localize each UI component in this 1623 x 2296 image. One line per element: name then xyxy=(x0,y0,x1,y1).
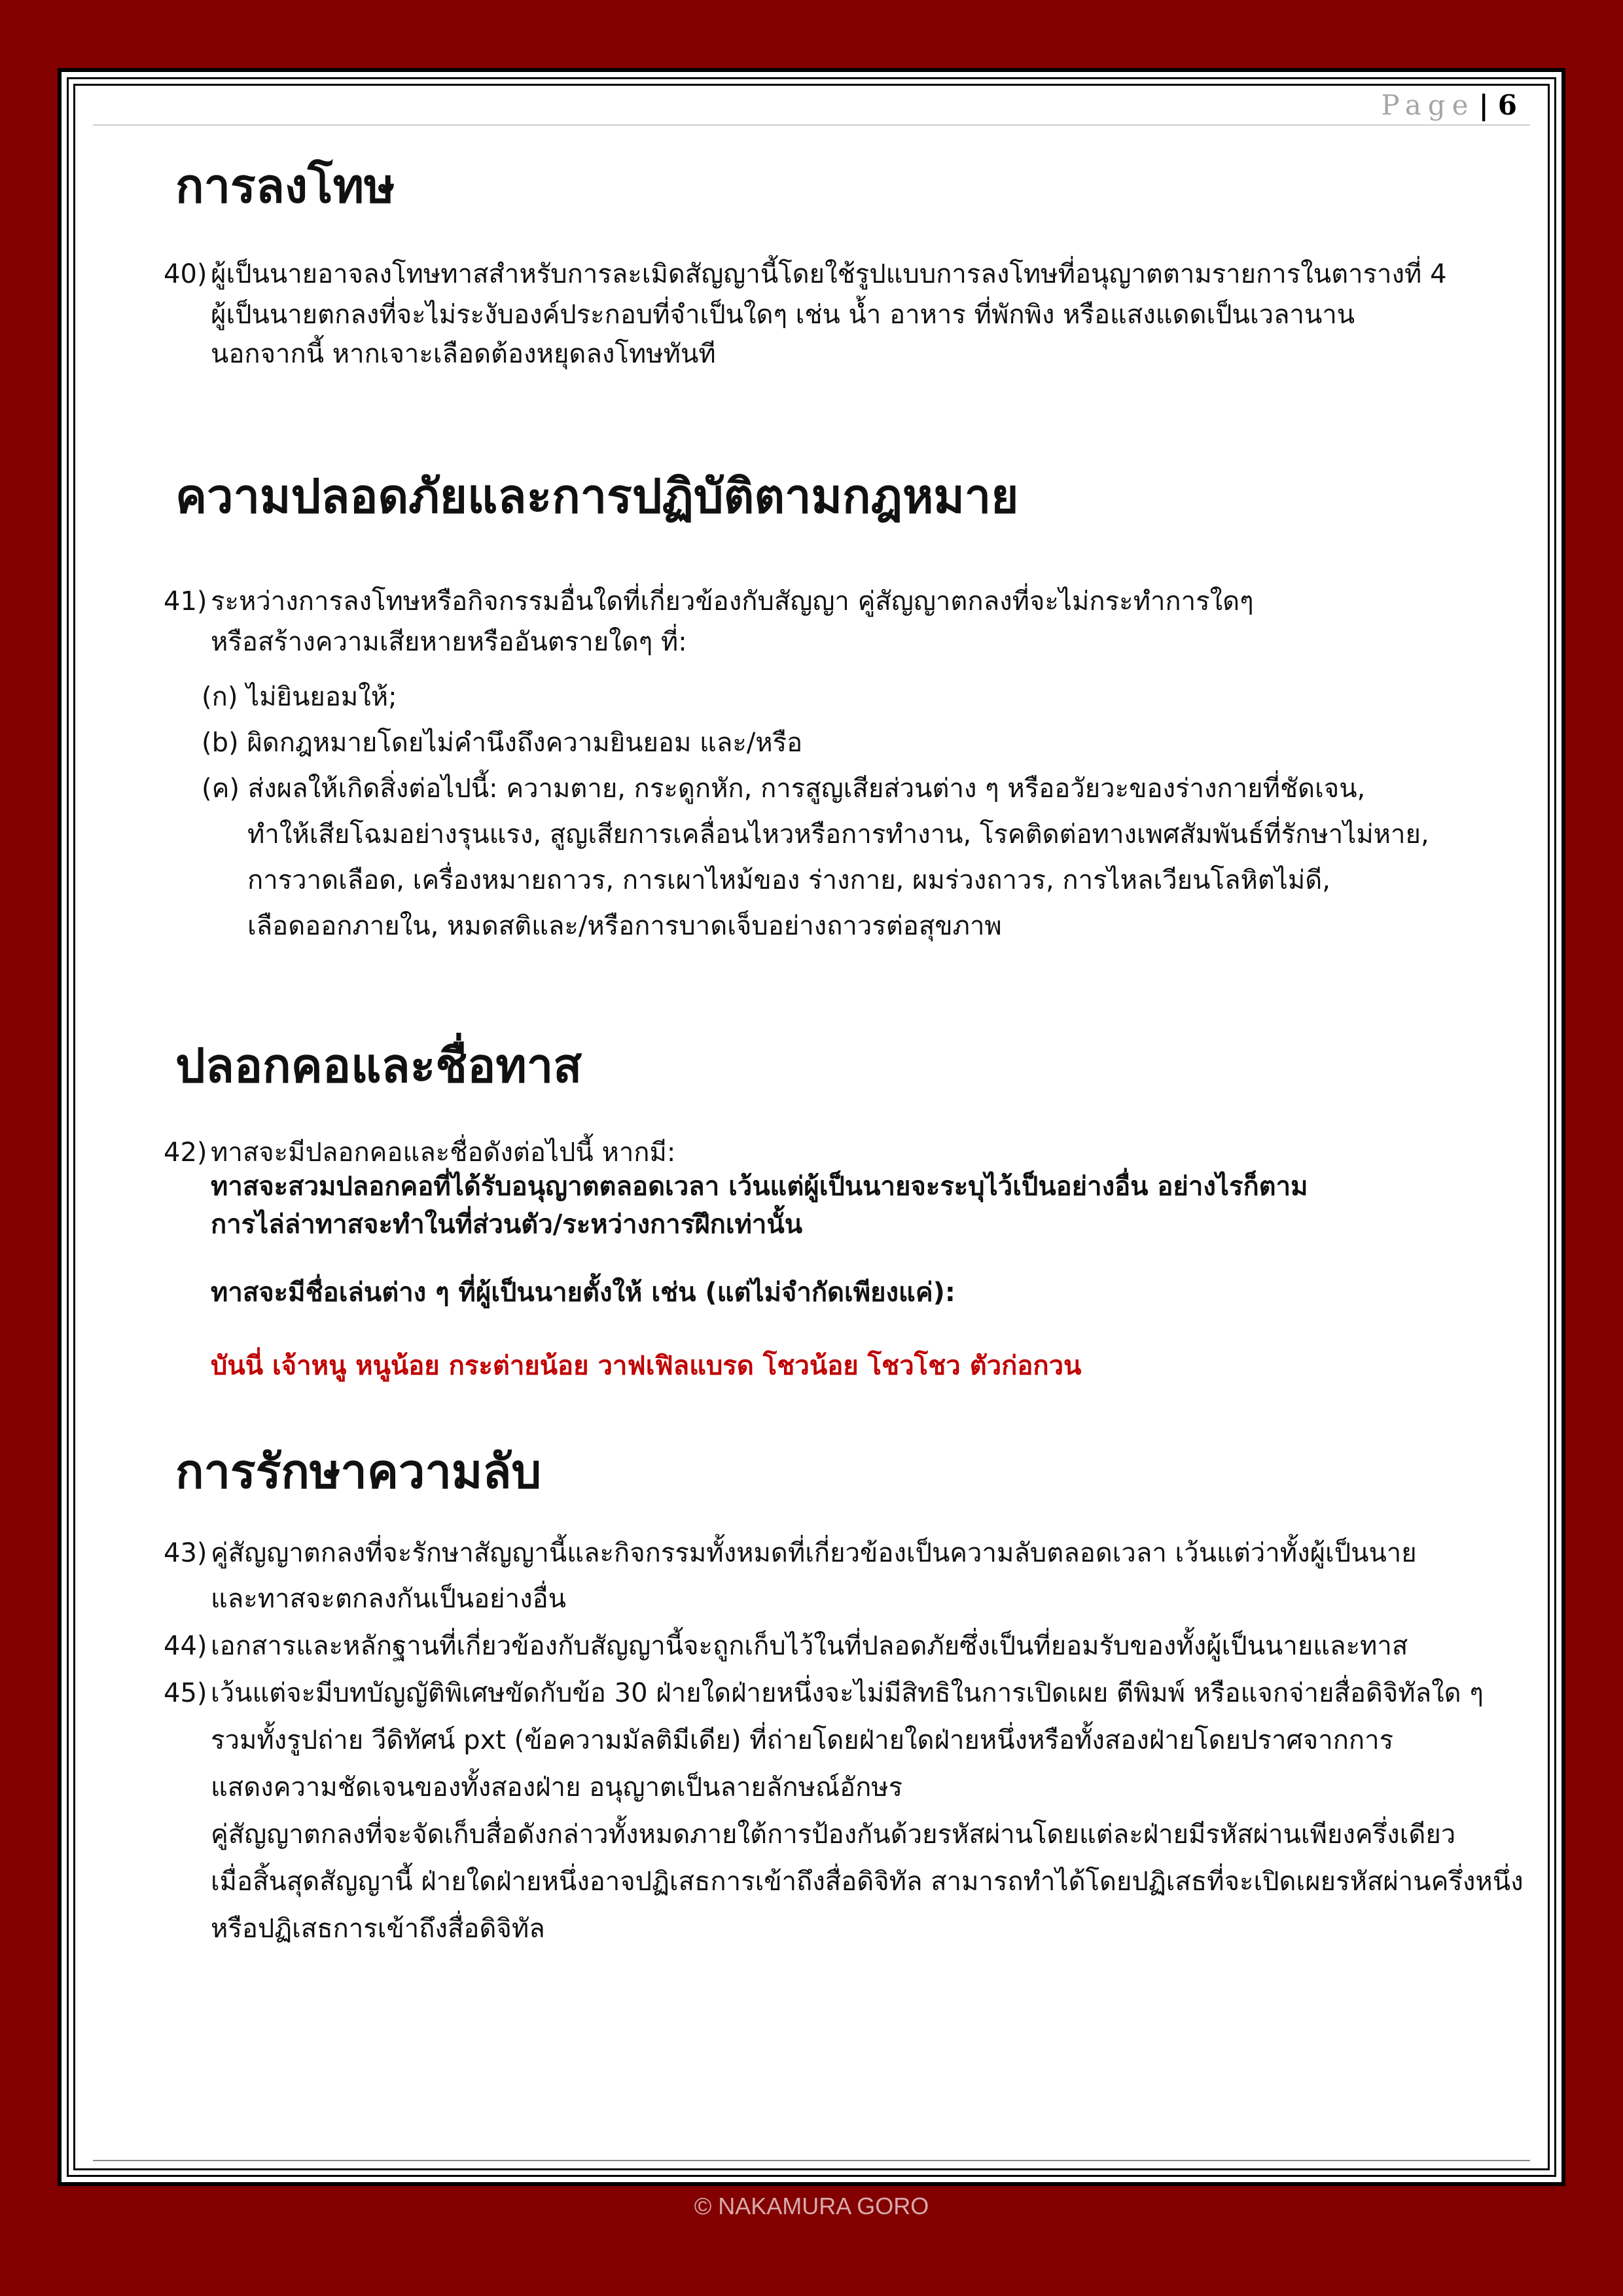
clause-41-line-2: หรือสร้างความเสียหายหรืออันตรายใดๆ ที่: xyxy=(211,627,687,657)
section-title-safety: ความปลอดภัยและการปฏิบัติตามกฎหมาย xyxy=(175,469,1019,524)
clause-45-line-1: เว้นแต่จะมีบทบัญญัติพิเศษขัดกับข้อ 30 ฝ่ายใดฝ่ายหนึ่งจะไม่มีสิทธิในการเปิดเผย ตีพิมพ์ หรือแจกจ่ายสื่อดิจิทัลใด ๆ xyxy=(211,1678,1484,1708)
header-rule xyxy=(93,124,1530,126)
clause-43-line-2: และทาสจะตกลงกันเป็นอย่างอื่น xyxy=(211,1584,566,1614)
page-header xyxy=(1381,89,1517,121)
clause-45-line-4: คู่สัญญาตกลงที่จะจัดเก็บสื่อดังกล่าวทั้งหมดภายใต้การป้องกันด้วยรหัสผ่านโดยแต่ละฝ่ายมีรหัสผ่านเพียงครึ่งเดียว xyxy=(211,1820,1456,1850)
clause-41-item-c-line-2: ทำให้เสียโฉมอย่างรุนแรง, สูญเสียการเคลื่อนไหวหรือการทำงาน, โรคติดต่อทางเพศสัมพันธ์ที่รักษาไม่หาย, xyxy=(247,819,1429,850)
clause-41-line-1: ระหว่างการลงโทษหรือกิจกรรมอื่นใดที่เกี่ยวข้องกับสัญญา คู่สัญญาตกลงที่จะไม่กระทำการใดๆ xyxy=(211,586,1254,617)
clause-number: 41) xyxy=(164,586,207,617)
footer-rule xyxy=(93,2160,1530,2161)
section-title-confidentiality: การรักษาความลับ xyxy=(175,1444,542,1499)
clause-42-line-2: ทาสจะสวมปลอกคอที่ได้รับอนุญาตตลอดเวลา เว้นแต่ผู้เป็นนายจะระบุไว้เป็นอย่างอื่น อย่างไรก็ตาม xyxy=(211,1172,1308,1202)
clause-42-line-4: ทาสจะมีชื่อเล่นต่าง ๆ ที่ผู้เป็นนายตั้งให้ เช่น (แต่ไม่จำกัดเพียงแค่): xyxy=(211,1278,955,1308)
clause-40-line-1: ผู้เป็นนายอาจลงโทษทาสสำหรับการละเมิดสัญญานี้โดยใช้รูปแบบการลงโทษที่อนุญาตตามรายการในตารางที่ 4 xyxy=(211,259,1447,289)
section-title-punishment: การลงโทษ xyxy=(175,158,395,213)
clause-44-line-1: เอกสารและหลักฐานที่เกี่ยวข้องกับสัญญานี้จะถูกเก็บไว้ในที่ปลอดภัยซึ่งเป็นที่ยอมรับของทั้งผู้เป็นนายและทาส xyxy=(211,1631,1408,1661)
clause-41-item-a: (ก) ไม่ยินยอมให้; xyxy=(202,682,397,712)
clause-45-line-3: แสดงความชัดเจนของทั้งสองฝ่าย อนุญาตเป็นลายลักษณ์อักษร xyxy=(211,1772,903,1803)
clause-number: 43) xyxy=(164,1538,207,1568)
clause-40-line-2: ผู้เป็นนายตกลงที่จะไม่ระงับองค์ประกอบที่จำเป็นใดๆ เช่น น้ำ อาหาร ที่พักพิง หรือแสงแดดเป็นเวลานาน xyxy=(211,300,1355,330)
page-separator: | xyxy=(1478,89,1489,121)
clause-42-line-1: ทาสจะมีปลอกคอและชื่อดังต่อไปนี้ หากมี: xyxy=(211,1138,676,1168)
clause-42-line-3: การไล่ล่าทาสจะทำในที่ส่วนตัว/ระหว่างการฝึกเท่านั้น xyxy=(211,1210,803,1240)
clause-40-line-3: นอกจากนี้ หากเจาะเลือดต้องหยุดลงโทษทันที xyxy=(211,339,716,369)
section-title-collar-names: ปลอกคอและชื่อทาส xyxy=(175,1038,582,1093)
clause-number: 45) xyxy=(164,1678,207,1708)
clause-number: 40) xyxy=(164,259,207,289)
clause-43-line-1: คู่สัญญาตกลงที่จะรักษาสัญญานี้และกิจกรรมทั้งหมดที่เกี่ยวข้องเป็นความลับตลอดเวลา เว้นแต่ว่าทั้งผู้เป็นนาย xyxy=(211,1538,1417,1568)
clause-41-item-c-line-4: เลือดออกภายใน, หมดสติและ/หรือการบาดเจ็บอย่างถาวรต่อสุขภาพ xyxy=(247,911,1002,941)
clause-number: 42) xyxy=(164,1138,207,1168)
clause-41-item-c-line-3: การวาดเลือด, เครื่องหมายถาวร, การเผาไหม้ของ ร่างกาย, ผมร่วงถาวร, การไหลเวียนโลหิตไม่ดี, xyxy=(247,865,1330,895)
clause-45-line-5: เมื่อสิ้นสุดสัญญานี้ ฝ่ายใดฝ่ายหนึ่งอาจปฏิเสธการเข้าถึงสื่อดิจิทัล สามารถทำได้โดยปฏิเสธที่จะเปิดเผยรหัสผ่านครึ่งหนึ่ง xyxy=(211,1867,1524,1897)
page-number: 6 xyxy=(1497,89,1517,121)
clause-45-line-6: หรือปฏิเสธการเข้าถึงสื่อดิจิทัล xyxy=(211,1914,545,1944)
clause-45-line-2: รวมทั้งรูปถ่าย วีดิทัศน์ pxt (ข้อความมัลติมีเดีย) ที่ถ่ายโดยฝ่ายใดฝ่ายหนึ่งหรือทั้งสองฝ่ายโดยปราศจากการ xyxy=(211,1725,1394,1755)
copyright-notice: © NAKAMURA GORO xyxy=(694,2193,929,2219)
page-word: Page xyxy=(1381,89,1475,121)
clause-41-item-b: (b) ผิดกฎหมายโดยไม่คำนึงถึงความยินยอม และ/หรือ xyxy=(202,728,803,758)
clause-41-item-c-line-1: (ค) ส่งผลให้เกิดสิ่งต่อไปนี้: ความตาย, กระดูกหัก, การสูญเสียส่วนต่าง ๆ หรืออวัยวะของร่างกายที่ชัดเจน, xyxy=(202,774,1366,804)
slave-nicknames: บันนี่ เจ้าหนู หนูน้อย กระต่ายน้อย วาฟเฟิลแบรด โชวน้อย โชวโชว ตัวก่อกวน xyxy=(211,1351,1082,1381)
clause-number: 44) xyxy=(164,1631,207,1661)
